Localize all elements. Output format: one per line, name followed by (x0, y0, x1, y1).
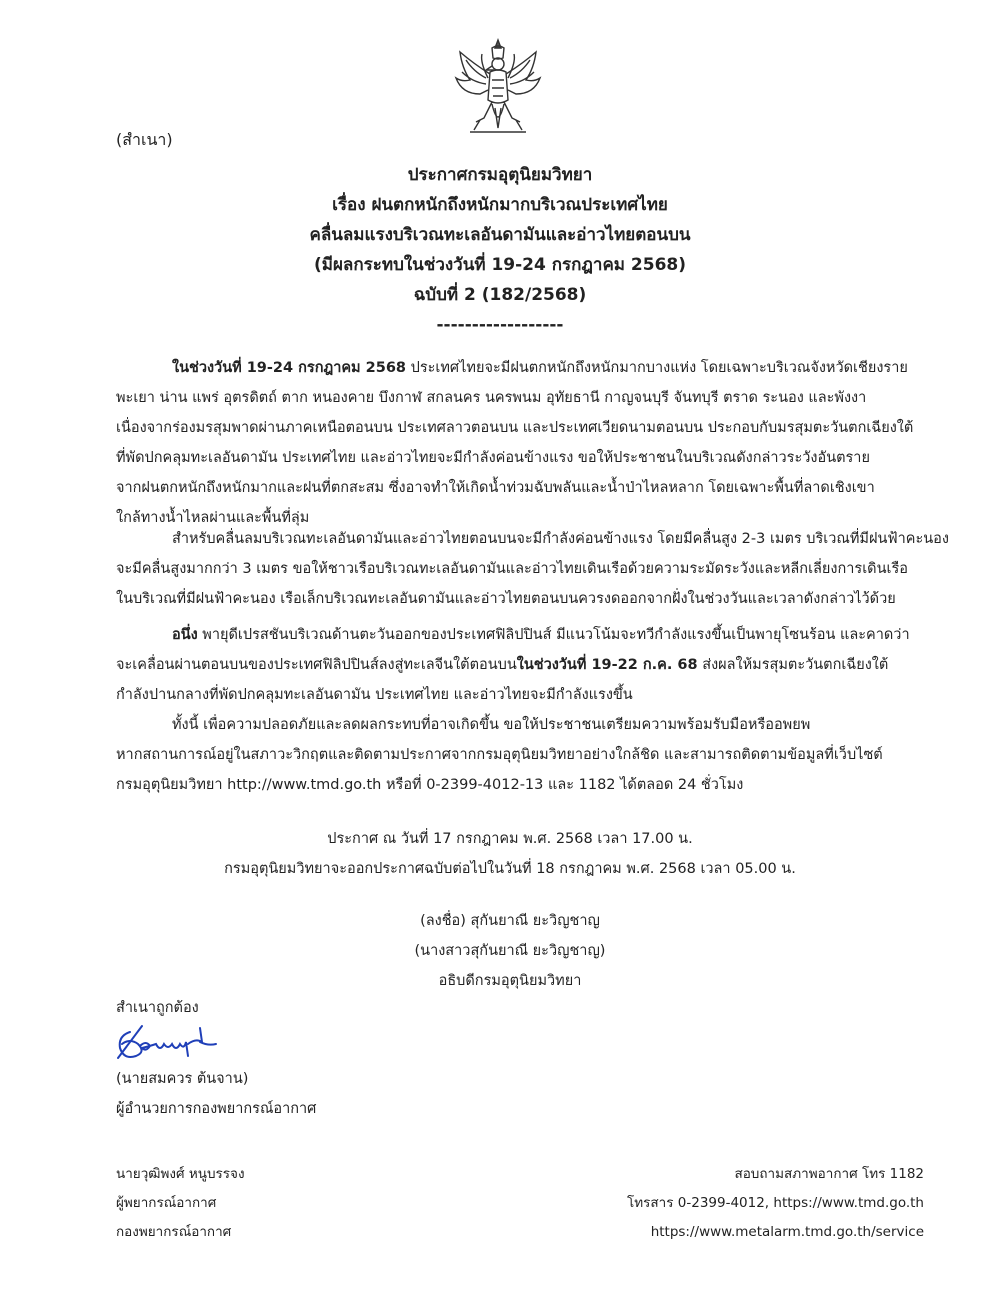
paragraph-line: เนื่องจากร่องมรสุมพาดผ่านภาคเหนือตอนบน ประเทศลาวตอนบน และประเทศเวียดนามตอนบน ประกอบกับมรสุมตะวันตกเฉียงใต้ (116, 420, 914, 436)
bold-lead: อนึ่ง (172, 627, 198, 643)
paragraph-text: ประเทศไทยจะมีฝนตกหนักถึงหนักมากบางแห่ง โดยเฉพาะบริเวณจังหวัดเชียงราย (406, 360, 908, 376)
paragraph-2 (116, 524, 949, 614)
garuda-emblem-icon (452, 38, 544, 136)
subject-line-1: เรื่อง ฝนตกหนักถึงหนักมากบริเวณประเทศไทย (332, 195, 668, 215)
paragraph-line: หากสถานการณ์อยู่ในสภาวะวิกฤตและติดตามประกาศจากกรมอุตุนิยมวิทยาอย่างใกล้ชิด และสามารถติดตามข้อมูลที่เว็บไซต์ (116, 747, 883, 763)
signer-position: อธิบดีกรมอุตุนิยมวิทยา (438, 973, 582, 989)
certified-label: สำเนาถูกต้อง (116, 1000, 199, 1016)
issue-number: ฉบับที่ 2 (182/2568) (413, 285, 587, 305)
paragraph-line: ในบริเวณที่มีฝนฟ้าคะนอง เรือเล็กบริเวณทะเลอันดามันและอ่าวไทยตอนบนควรงดออกจากฝั่งในช่วงวันและเวลาดังกล่าวไว้ด้วย (116, 591, 896, 607)
effect-period: (มีผลกระทบในช่วงวันที่ 19-24 กรกฎาคม 2568) (313, 255, 687, 275)
paragraph-line: จากฝนตกหนักถึงหนักมากและฝนที่ตกสะสม ซึ่งอาจทำให้เกิดน้ำท่วมฉับพลันและน้ำป่าไหลหลาก โดยเฉพาะพื้นที่ลาดเชิงเขา (116, 480, 875, 496)
paragraph-line: กำลังปานกลางที่พัดปกคลุมทะเลอันดามัน ประเทศไทย และอ่าวไทยจะมีกำลังแรงขึ้น (116, 687, 633, 703)
paragraph-line: ใกล้ทางน้ำไหลผ่านและพื้นที่ลุ่ม (116, 510, 310, 526)
paragraph-1 (116, 353, 914, 533)
page-title: ประกาศกรมอุตุนิยมวิทยา (407, 165, 593, 185)
paragraph-text: พายุดีเปรสชันบริเวณด้านตะวันออกของประเทศฟิลิปปินส์ มีแนวโน้มจะทวีกำลังแรงขึ้นเป็นพายุโซนร้อน และคาดว่า (197, 627, 910, 643)
paragraph-line: กรมอุตุนิยมวิทยา http://www.tmd.go.th หรือที่ 0-2399-4012-13 และ 1182 ได้ตลอด 24 ชั่วโมง (116, 777, 744, 793)
certifier-name: (นายสมควร ต้นจาน) (116, 1071, 249, 1087)
paragraph-text: จะเคลื่อนผ่านตอนบนของประเทศฟิลิปปินส์ลงสู่ทะเลจีนใต้ตอนบน (116, 657, 517, 673)
certifier-block (116, 1064, 316, 1124)
announced-date: ประกาศ ณ วันที่ 17 กรกฎาคม พ.ศ. 2568 เวลา 17.00 น. (327, 831, 693, 847)
forecaster-name: นายวุฒิพงศ์ หนูบรรจง (116, 1166, 245, 1182)
next-issue-date: กรมอุตุนิยมวิทยาจะออกประกาศฉบับต่อไปในวันที่ 18 กรกฎาคม พ.ศ. 2568 เวลา 05.00 น. (224, 861, 796, 877)
subject-line-2: คลื่นลมแรงบริเวณทะเลอันดามันและอ่าวไทยตอนบน (309, 225, 691, 245)
certifier-position: ผู้อำนวยการกองพยากรณ์อากาศ (116, 1101, 317, 1117)
signer-block (330, 906, 690, 996)
contact-metalarm: https://www.metalarm.tmd.go.th/service (650, 1224, 924, 1240)
forecaster-block (116, 1160, 245, 1247)
paragraph-line: ที่พัดปกคลุมทะเลอันดามัน ประเทศไทย และอ่าวไทยจะมีกำลังค่อนข้างแรง ขอให้ประชาชนในบริเวณดังกล่าวระวังอันตราย (116, 450, 870, 466)
contact-fax-web: โทรสาร 0-2399-4012, https://www.tmd.go.th (627, 1195, 924, 1211)
header-divider: ------------------ (436, 315, 564, 335)
contact-phone: สอบถามสภาพอากาศ โทร 1182 (734, 1166, 924, 1182)
bold-period: ในช่วงวันที่ 19-22 ก.ค. 68 (516, 657, 698, 673)
announcement-dates (160, 824, 860, 884)
paragraph-line: สำหรับคลื่นลมบริเวณทะเลอันดามันและอ่าวไทยตอนบนจะมีกำลังค่อนข้างแรง โดยมีคลื่นสูง 2-3 เมตร บริเวณที่มีฝนฟ้าคะนอง (172, 531, 949, 547)
paragraph-line (116, 620, 910, 650)
contact-block (627, 1160, 924, 1247)
paragraph-4 (116, 710, 900, 800)
forecaster-role: ผู้พยากรณ์อากาศ (116, 1195, 217, 1211)
signer-name: (นางสาวสุกันยาณี ยะวิญชาญ) (414, 943, 606, 959)
paragraph-3 (116, 620, 910, 710)
paragraph-line (116, 353, 908, 383)
bold-lead: ในช่วงวันที่ 19-24 กรกฎาคม 2568 (172, 360, 407, 376)
handwritten-signature-icon (116, 1022, 220, 1066)
paragraph-line (116, 650, 900, 680)
announcement-header (150, 160, 850, 340)
copy-mark: (สำเนา) (116, 130, 173, 149)
paragraph-line: พะเยา น่าน แพร่ อุตรดิตถ์ ตาก หนองคาย บึงกาฬ สกลนคร นครพนม อุทัยธานี กาญจนบุรี จันทบุรี ตราด ระนอง และพังงา (116, 390, 867, 406)
paragraph-line: ทั้งนี้ เพื่อความปลอดภัยและลดผลกระทบที่อาจเกิดขึ้น ขอให้ประชาชนเตรียมความพร้อมรับมือหรืออพยพ (172, 717, 811, 733)
forecaster-division: กองพยากรณ์อากาศ (116, 1224, 232, 1240)
signed-line: (ลงชื่อ) สุกันยาณี ยะวิญชาญ (420, 913, 600, 929)
paragraph-text: ส่งผลให้มรสุมตะวันตกเฉียงใต้ (697, 657, 889, 673)
paragraph-line: จะมีคลื่นสูงมากกว่า 3 เมตร ขอให้ชาวเรือบริเวณทะเลอันดามันและอ่าวไทยเดินเรือด้วยความระมัดระวังและหลีกเลี่ยงการเดินเรือ (116, 561, 908, 577)
